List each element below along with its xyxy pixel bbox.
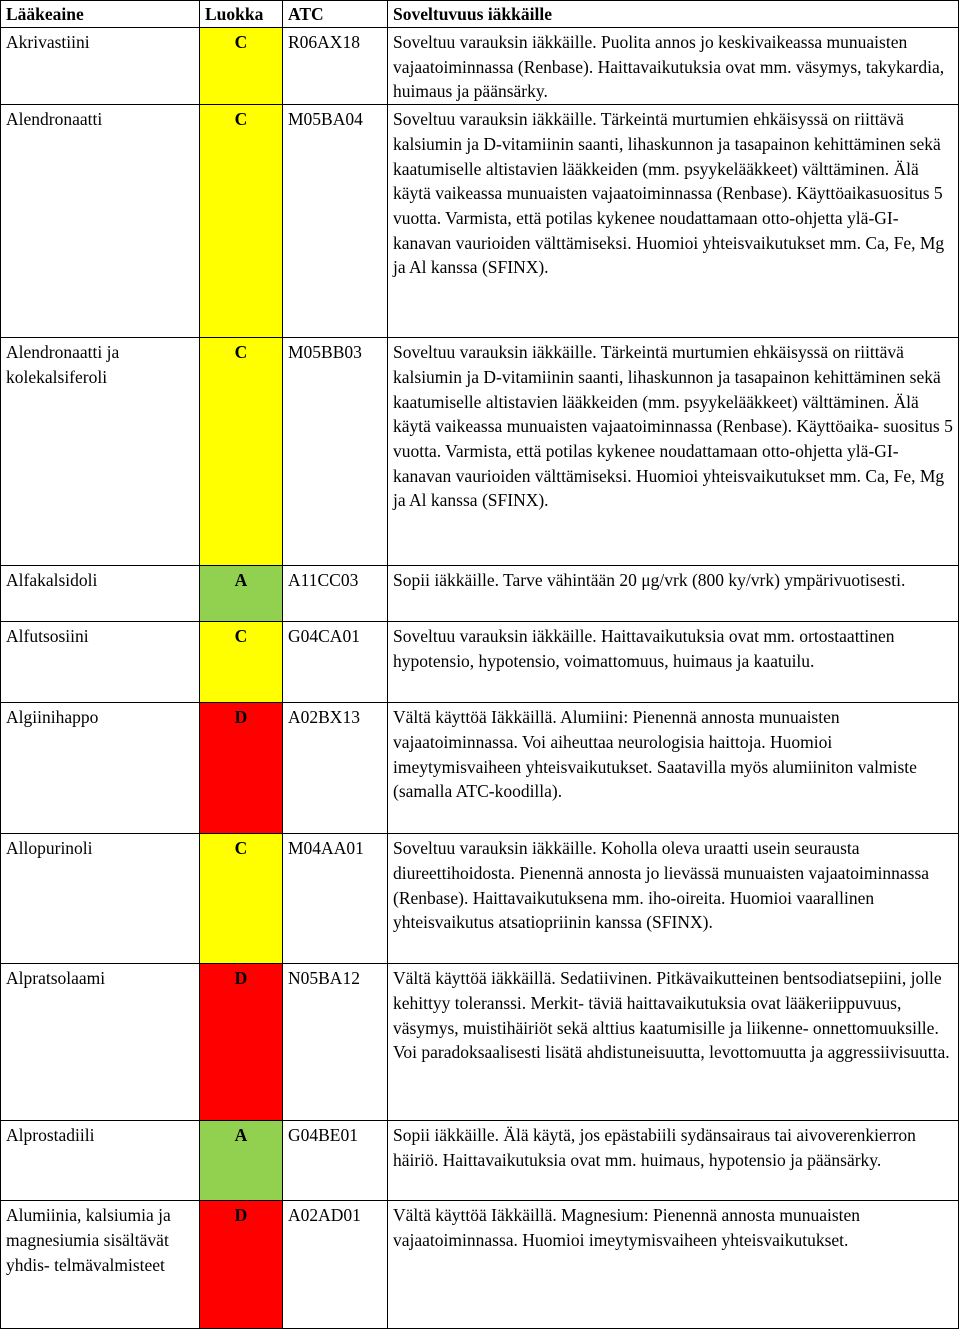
suitability-text: Vältä käyttöä Iäkkäillä. Magnesium: Pienennä annosta munuaisten vajaatoiminnassa. Huomioi imeytymisvaiheen yhteisvaikutukset. (388, 1201, 959, 1329)
class-badge: D (200, 1201, 283, 1329)
drug-name: Algiinihappo (1, 703, 200, 834)
drug-name: Alfakalsidoli (1, 566, 200, 622)
drug-name: Akrivastiini (1, 28, 200, 105)
class-badge: C (200, 28, 283, 105)
table-row (1, 834, 959, 964)
header-atc: ATC (283, 1, 388, 28)
class-badge: C (200, 834, 283, 964)
class-badge: D (200, 703, 283, 834)
atc-code: N05BA12 (283, 964, 388, 1121)
header-suitability: Soveltuvuus iäkkäille (388, 1, 959, 28)
suitability-text: Soveltuu varauksin iäkkäille. Tärkeintä murtumien ehkäisyssä on riittävä kalsiumin ja D-vitamiinin saanti, lihaskunnon ja tasapainon kehittäminen sekä kaatumiselle altistavien lääkkeiden (mm. psyykelääkkeet) välttäminen. Älä käytä vaikeassa munuaisten vajaatoiminnassa (Renbase). Käyttöaikasuositus 5 vuotta. Varmista, että potilas kykenee noudattamaan otto-ohjetta ylä-GI-kanavan vaurioiden välttämiseksi. Huomioi yhteisvaikutukset mm. Ca, Fe, Mg ja Al kanssa (SFINX). (388, 105, 959, 338)
table-row (1, 28, 959, 105)
suitability-text: Vältä käyttöä iäkkäillä. Sedatiivinen. Pitkävaikutteinen bentsodiatsepiini, jolle kehittyy toleranssi. Merkit- täviä haittavaikutuksia ovat lääkeriippuvuus, väsymys, muistihäiriöt sekä alttius kaatumisille ja liikenne- onnettomuuksille. Voi paradoksaalisesti lisätä ahdistuneisuutta, levottomuutta ja aggressiivisuutta. (388, 964, 959, 1121)
table-row (1, 964, 959, 1121)
header-class: Luokka (200, 1, 283, 28)
table-row (1, 338, 959, 566)
table-row (1, 1201, 959, 1329)
drug-name: Alendronaatti (1, 105, 200, 338)
drug-name: Alprostadiili (1, 1121, 200, 1201)
class-badge: A (200, 1121, 283, 1201)
table-row (1, 1121, 959, 1201)
atc-code: R06AX18 (283, 28, 388, 105)
suitability-text: Sopii iäkkäille. Älä käytä, jos epästabiili sydänsairaus tai aivoverenkierron häiriö. Haittavaikutuksia ovat mm. huimaus, hypotensio ja päänsärky. (388, 1121, 959, 1201)
suitability-text: Soveltuu varauksin iäkkäille. Puolita annos jo keskivaikeassa munuaisten vajaatoiminnassa (Renbase). Haittavaikutuksia ovat mm. väsymys, takykardia, huimaus ja päänsärky. (388, 28, 959, 105)
table-row (1, 105, 959, 338)
atc-code: M05BA04 (283, 105, 388, 338)
drug-name: Alendronaatti ja kolekalsiferoli (1, 338, 200, 566)
atc-code: M05BB03 (283, 338, 388, 566)
atc-code: M04AA01 (283, 834, 388, 964)
drug-name: Allopurinoli (1, 834, 200, 964)
suitability-text: Sopii iäkkäille. Tarve vähintään 20 μg/vrk (800 ky/vrk) ympärivuotisesti. (388, 566, 959, 622)
drug-name: Alpratsolaami (1, 964, 200, 1121)
atc-code: G04BE01 (283, 1121, 388, 1201)
atc-code: G04CA01 (283, 622, 388, 703)
header-drug: Lääkeaine (1, 1, 200, 28)
table-row (1, 566, 959, 622)
atc-code: A02AD01 (283, 1201, 388, 1329)
class-badge: C (200, 622, 283, 703)
class-badge: D (200, 964, 283, 1121)
class-badge: A (200, 566, 283, 622)
table-row (1, 622, 959, 703)
header-row (1, 1, 959, 28)
suitability-text: Soveltuu varauksin iäkkäille. Tärkeintä murtumien ehkäisyssä on riittävä kalsiumin ja D-vitamiinin saanti, lihaskunnon ja tasapainon kehittäminen sekä kaatumiselle altistavien lääkkeiden (mm. psyykelääkkeet) välttäminen. Älä käytä vaikeassa munuaisten vajaatoiminnassa (Renbase). Käyttöaika- suositus 5 vuotta. Varmista, että potilas kykenee noudattamaan otto-ohjetta ylä-GI-kanavan vaurioiden välttämiseksi. Huomioi yhteisvaikutukset mm. Ca, Fe, Mg ja Al kanssa (SFINX). (388, 338, 959, 566)
suitability-text: Soveltuu varauksin iäkkäille. Koholla oleva uraatti usein seurausta diureettihoidosta. Pienennä annosta jo lievässä munuaisten vajaatoiminnassa (Renbase). Haittavaikutuksena mm. iho-oireita. Huomioi vaarallinen yhteisvaikutus atsatiopriinin kanssa (SFINX). (388, 834, 959, 964)
atc-code: A11CC03 (283, 566, 388, 622)
class-badge: C (200, 338, 283, 566)
suitability-text: Soveltuu varauksin iäkkäille. Haittavaikutuksia ovat mm. ortostaattinen hypotensio, hypotensio, voimattomuus, huimaus ja kaatuilu. (388, 622, 959, 703)
drug-name: Alfutsosiini (1, 622, 200, 703)
atc-code: A02BX13 (283, 703, 388, 834)
suitability-text: Vältä käyttöä Iäkkäillä. Alumiini: Pienennä annosta munuaisten vajaatoiminnassa. Voi aiheuttaa neurologisia haittoja. Huomioi imeytymisvaiheen yhteisvaikutukset. Saatavilla myös alumiiniton valmiste (samalla ATC-koodilla). (388, 703, 959, 834)
table-row (1, 703, 959, 834)
drug-name: Alumiinia, kalsiumia ja magnesiumia sisältävät yhdis- telmävalmisteet (1, 1201, 200, 1329)
class-badge: C (200, 105, 283, 338)
